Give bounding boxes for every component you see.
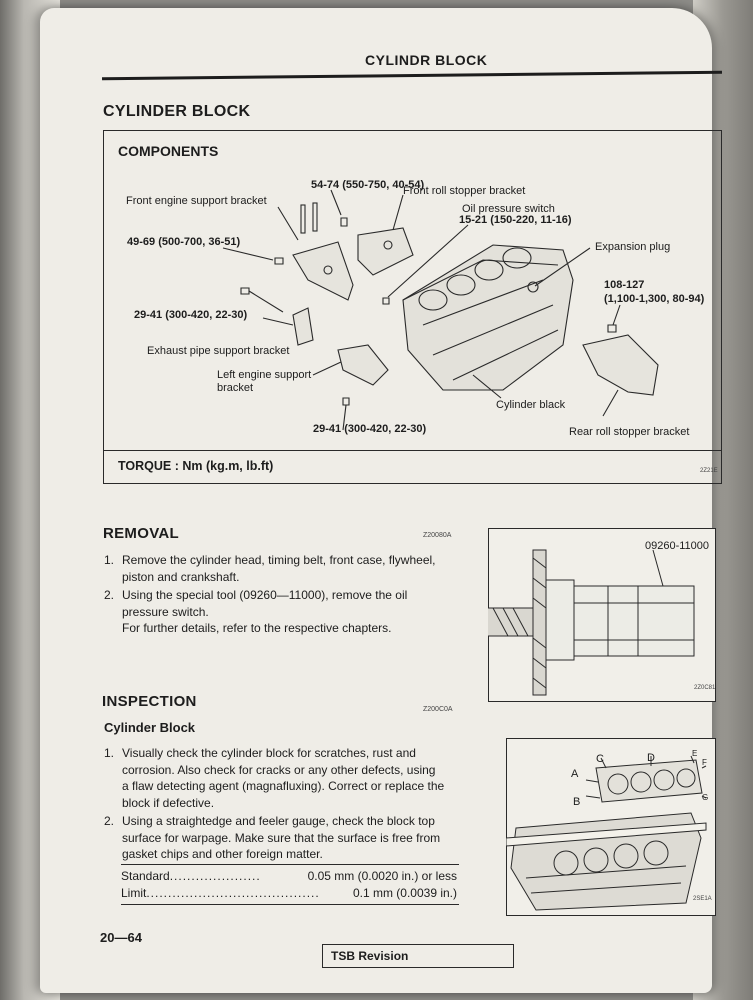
- label-rear-roll-stopper-bracket: Rear roll stopper bracket: [569, 426, 690, 438]
- removal-title: REMOVAL: [103, 525, 179, 542]
- label-exhaust-pipe-support-bracket: Exhaust pipe support bracket: [147, 345, 290, 357]
- label-torque-108-127-detail: (1,100-1,300, 80-94): [604, 293, 705, 305]
- revision-box: [322, 944, 514, 968]
- spec-standard-label: Standard: [121, 869, 170, 883]
- tool-number-label: 09260-11000: [645, 540, 710, 552]
- spec-limit-row: Limit........................................ 0.1 mm (0.0039 in.): [121, 886, 457, 900]
- spec-standard-row: Standard..................... 0.05 mm (0.0020 in.) or less: [121, 869, 457, 883]
- revision-label: TSB Revision: [331, 949, 409, 963]
- removal-step-2-line-3: For further details, refer to the respective chapters.: [122, 621, 392, 635]
- inspection-step-2-line-2: surface for warpage. Make sure that the surface is free from: [122, 830, 441, 845]
- inspection-step-1-line-3: a flaw detecting agent (magnafluxing). Correct or replace the: [122, 779, 445, 793]
- oil-pressure-switch-removal-illustration: [488, 528, 714, 700]
- fig-letter-c: C: [596, 753, 604, 765]
- label-front-engine-support-bracket: Front engine support bracket: [126, 195, 267, 207]
- inspection-step-1-line-4: block if defective.: [122, 795, 215, 810]
- fig-letter-g: G: [702, 793, 709, 802]
- label-left-engine-support-bracket-cont: bracket: [217, 382, 254, 394]
- inspection-step-1-line-1: Visually check the cylinder block for scratches, rust and: [122, 746, 416, 760]
- torque-unit-note: TORQUE : Nm (kg.m, lb.ft): [118, 459, 274, 473]
- fig-letter-d: D: [647, 752, 655, 764]
- inspection-step-2: [104, 813, 464, 863]
- components-divider: [103, 450, 722, 451]
- inspection-step-1-line-2: corrosion. Also check for cracks or any other defects, using: [122, 762, 436, 777]
- removal-code: Z20080A: [423, 532, 452, 539]
- label-front-roll-stopper-bracket: Front roll stopper bracket: [403, 185, 526, 197]
- fig-letter-b: B: [573, 796, 581, 808]
- removal-step-1: [104, 552, 464, 585]
- inspection-step-2-num: 2.: [104, 814, 115, 828]
- page-number: 20—64: [100, 930, 142, 945]
- label-torque-15-21: 15-21 (150-220, 11-16): [459, 214, 572, 226]
- components-fig-code: 2Z21E: [700, 468, 718, 474]
- inspection-step-1-num: 1.: [104, 746, 115, 760]
- label-torque-29-41-top: 29-41 (300-420, 22-30): [134, 309, 248, 321]
- spec-top-rule: [121, 864, 459, 865]
- spec-limit-value: 0.1 mm (0.0039 in.): [352, 886, 457, 900]
- inspection-step-1: [104, 745, 464, 811]
- page-header-title: CYLINDR BLOCK: [365, 52, 488, 68]
- inspection-subtitle: Cylinder Block: [104, 720, 196, 735]
- fig-letter-f: F: [702, 758, 707, 767]
- removal-step-2-line-2: pressure switch.: [122, 604, 209, 619]
- label-torque-54-74: 54-74 (550-750, 40-54): [311, 179, 425, 191]
- spec-limit-label: Limit: [121, 886, 147, 900]
- spec-bottom-rule: [121, 904, 459, 905]
- section-title: CYLINDER BLOCK: [103, 103, 251, 120]
- removal-step-2-num: 2.: [104, 588, 115, 602]
- block-warpage-illustration: [506, 738, 714, 914]
- removal-step-1-line-2: piston and crankshaft.: [122, 569, 240, 584]
- label-left-engine-support-bracket: Left engine support: [217, 369, 312, 381]
- label-expansion-plug: Expansion plug: [595, 241, 671, 253]
- components-title: COMPONENTS: [118, 143, 219, 159]
- inspection-code: Z200C0A: [423, 706, 453, 713]
- fig-letter-a: A: [571, 768, 579, 780]
- inspection-title: INSPECTION: [102, 693, 197, 710]
- inspection-step-2-line-1: Using a straightedge and feeler gauge, check the block top: [122, 814, 435, 828]
- inspection-fig-code: 2SE1A: [693, 896, 712, 902]
- label-oil-pressure-switch: Oil pressure switch: [462, 203, 555, 215]
- label-torque-49-69: 49-69 (500-700, 36-51): [127, 236, 241, 248]
- removal-step-2-line-1: Using the special tool (09260—11000), remove the oil: [122, 588, 408, 602]
- spec-standard-value: 0.05 mm (0.0020 in.) or less: [307, 869, 457, 883]
- label-torque-108-127: 108-127: [604, 279, 645, 291]
- removal-fig-code: 2Z0C81: [694, 685, 716, 691]
- label-torque-29-41-bottom: 29-41 (300-420, 22-30): [313, 423, 427, 435]
- removal-step-2: [104, 587, 464, 637]
- label-cylinder-block: Cylinder black: [496, 399, 566, 411]
- fig-letter-e: E: [692, 749, 698, 758]
- removal-step-1-line-1: Remove the cylinder head, timing belt, front case, flywheel,: [122, 553, 436, 567]
- removal-step-1-num: 1.: [104, 553, 115, 567]
- inspection-step-2-line-3: gasket chips and other foreign matter.: [122, 847, 323, 861]
